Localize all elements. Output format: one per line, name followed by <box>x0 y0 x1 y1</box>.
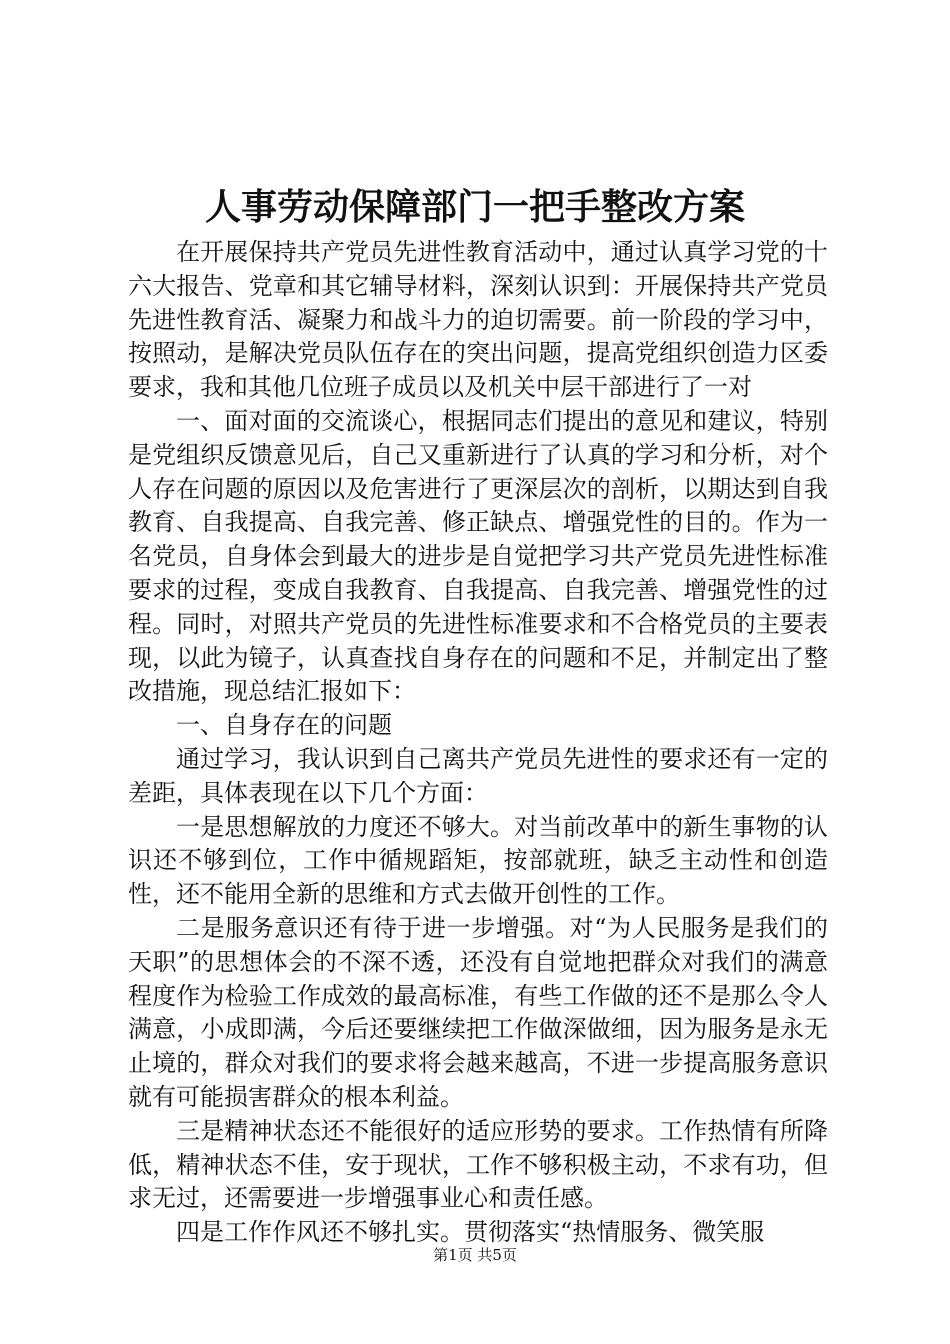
paragraph-intro: 在开展保持共产党员先进性教育活动中，通过认真学习党的十六大报告、党章和其它辅导材料，深刻认识到：开展保持共产党员先进性教育活、凝聚力和战斗力的迫切需要。前一阶段的学习中，按照动，是解决党员队伍存在的突出问题，提高党组织创造力区委要求，我和其他几位班子成员以及机关中层干部进行了一对 <box>128 238 828 402</box>
paragraph-6: 四是工作作风还不够扎实。贯彻落实“热情服务、微笑服 <box>176 1218 765 1247</box>
document-title: 人事劳动保障部门一把手整改方案 <box>204 186 745 228</box>
paragraph-1: 一、面对面的交流谈心，根据同志们提出的意见和建议，特别是党组织反馈意见后，自己又重新进行了认真的学习和分析，对个人存在问题的原因以及危害进行了更深层次的剖析，以期达到自我教育、自我提高、自我完善、修正缺点、增强党性的目的。作为一名党员，自身体会到最大的进步是自觉把学习共产党员先进性标准要求的过程，变成自我教育、自我提高、自我完善、增强党性的过程。同时，对照共产党员的先进性标准要求和不合格党员的主要表现，以此为镜子，认真查找自身存在的问题和不足，并制定出了整改措施，现总结汇报如下： <box>128 406 828 706</box>
paragraph-3: 一是思想解放的力度还不够大。对当前改革中的新生事物的认识还不够到位，工作中循规蹈矩，按部就班，缺乏主动性和创造性，还不能用全新的思维和方式去做开创性的工作。 <box>128 812 828 909</box>
page-number-footer: 第1页 共5页 <box>433 1246 517 1264</box>
paragraph-4: 二是服务意识还有待于进一步增强。对“为人民服务是我们的天职”的思想体会的不深不透，还没有自觉地把群众对我们的满意程度作为检验工作成效的最高标准，有些工作做的还不是那么令人满意，小成即满，今后还要继续把工作做深做细，因为服务是永无止境的，群众对我们的要求将会越来越高，不进一步提高服务意识就有可能损害群众的根本利益。 <box>128 913 828 1111</box>
section-heading-problems: 一、自身存在的问题 <box>176 711 392 740</box>
paragraph-2: 通过学习，我认识到自己离共产党员先进性的要求还有一定的差距，具体表现在以下几个方面： <box>128 744 828 807</box>
paragraph-5: 三是精神状态还不能很好的适应形势的要求。工作热情有所降低，精神状态不佳，安于现状，工作不够积极主动，不求有功，但求无过，还需要进一步增强事业心和责任感。 <box>128 1116 828 1213</box>
document-body <box>128 236 828 1250</box>
